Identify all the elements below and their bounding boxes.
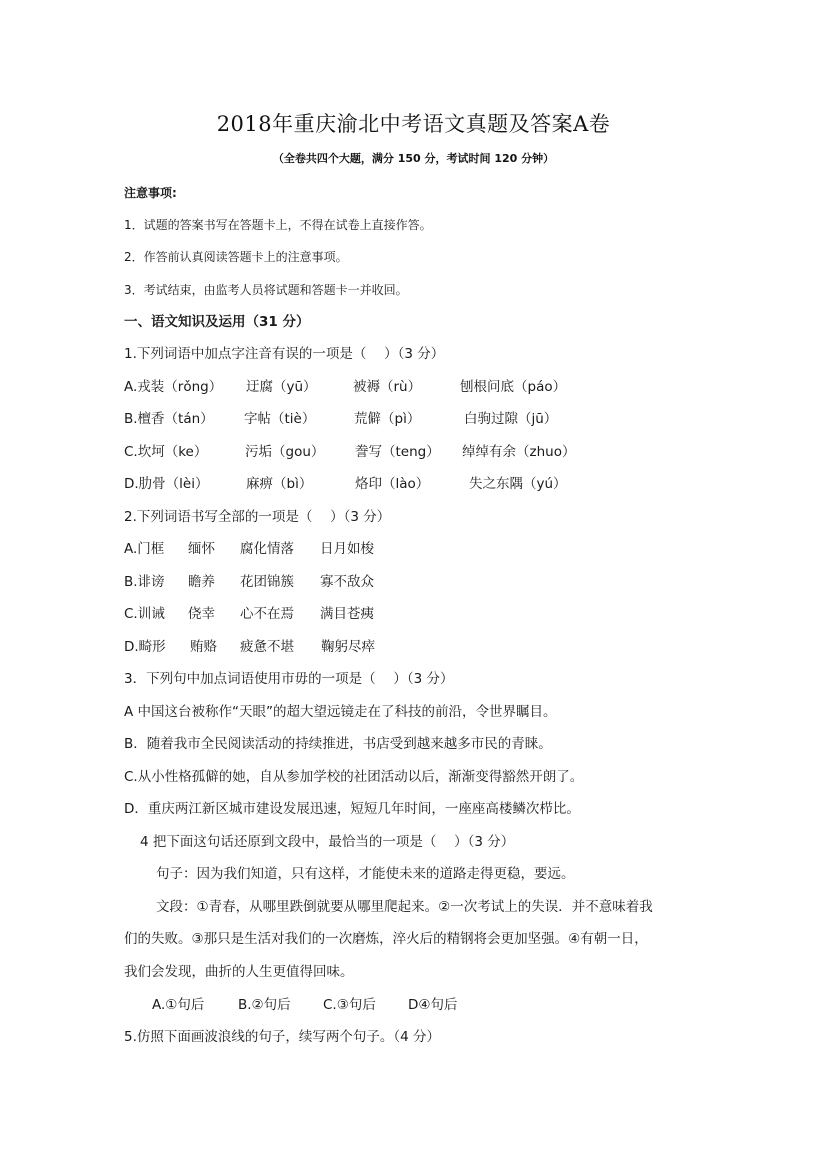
- q3-option-c: C.从小性格孤僻的她，自从参加学校的社团活动以后，渐渐变得豁然开朗了。: [124, 769, 584, 785]
- q3-option-a: A 中国这台被称作“天眼”的超大望远镜走在了科技的前沿，令世界瞩目。: [124, 704, 557, 720]
- option-cell: 侥幸: [188, 606, 215, 622]
- section-heading: 一、语文知识及运用（31 分）: [124, 314, 310, 330]
- q4-sentence: 句子：因为我们知道，只有这样，才能使未来的道路走得更稳，要远。: [156, 866, 575, 882]
- q5-stem: 5.仿照下面画波浪线的句子，续写两个句子。（4 分）: [124, 1029, 441, 1045]
- option-cell: 日月如梭: [320, 541, 374, 557]
- option-cell: D.肋骨（lèi）: [124, 476, 209, 492]
- option-cell: 白驹过隙（jū）: [464, 411, 558, 427]
- option-cell: C.③句后: [323, 997, 376, 1013]
- option-cell: A.门框: [124, 541, 165, 557]
- page-title: 2018年重庆渝北中考语文真题及答案A卷: [216, 112, 611, 136]
- option-cell: 刨根问底（páo）: [460, 379, 567, 395]
- q1-stem: 1.下列词语中加点字注音有误的一项是（ ）（3 分）: [124, 346, 445, 362]
- q4-passage-line-1: 文段：①青春，从哪里跌倒就要从哪里爬起来。②一次考试上的失误．并不意味着我: [156, 899, 653, 915]
- option-cell: 疲惫不堪: [240, 639, 294, 655]
- option-cell: 花团锦簇: [240, 574, 294, 590]
- option-cell: D.畸形: [124, 639, 166, 655]
- notice-heading: 注意事项:: [124, 186, 177, 200]
- notice-item-2: 2．作答前认真阅读答题卡上的注意事项。: [124, 250, 348, 264]
- q4-stem: 4 把下面这句话还原到文段中，最恰当的一项是（ ）（3 分）: [140, 834, 515, 850]
- q2-stem: 2.下列词语书写全部的一项是（ ）（3 分）: [124, 509, 391, 525]
- option-cell: 烙印（lào）: [355, 476, 430, 492]
- option-cell: D④句后: [408, 997, 458, 1013]
- option-cell: B.②句后: [238, 997, 291, 1013]
- option-cell: C.训诫: [124, 606, 165, 622]
- option-cell: 字帖（tiè）: [244, 411, 316, 427]
- option-cell: 寡不敌众: [320, 574, 374, 590]
- q3-stem: 3．下列句中加点词语使用市毋的一项是（ ）（3 分）: [124, 671, 454, 687]
- option-cell: 迂腐（yū）: [246, 379, 317, 395]
- option-cell: 被褥（rù）: [353, 379, 422, 395]
- option-cell: 污垢（gou）: [245, 444, 325, 460]
- option-cell: 满目苍痍: [320, 606, 374, 622]
- q3-option-b: B．随着我市全民阅读活动的持续推进，书店受到越来越多市民的青睐。: [124, 736, 552, 752]
- q4-passage-line-2: 们的失败。③那只是生活对我们的一次磨炼，淬火后的精钢将会更加坚强。④有朝一日，: [124, 931, 648, 947]
- option-cell: 失之东隅（yú）: [469, 476, 567, 492]
- option-cell: 麻痹（bì）: [246, 476, 313, 492]
- q3-option-d: D．重庆两江新区城市建设发展迅速，短短几年时间，一座座高楼鳞次栉比。: [124, 801, 580, 817]
- option-cell: A.戎装（rǒng）: [124, 379, 223, 395]
- option-cell: 誊写（teng）: [355, 444, 440, 460]
- option-cell: 荒僻（pì）: [354, 411, 421, 427]
- option-cell: A.①句后: [152, 997, 205, 1013]
- option-cell: 瞻养: [188, 574, 215, 590]
- q4-passage-line-3: 我们会发现，曲折的人生更值得回味。: [124, 964, 354, 980]
- option-cell: 缅怀: [188, 541, 215, 557]
- option-cell: C.坎坷（ke）: [124, 444, 208, 460]
- notice-item-1: 1．试题的答案书写在答题卡上，不得在试卷上直接作答。: [124, 218, 432, 232]
- page-subtitle: （全卷共四个大题，满分 150 分，考试时间 120 分钟）: [272, 152, 555, 165]
- option-cell: 鞠躬尽瘁: [321, 639, 375, 655]
- option-cell: 腐化情落: [240, 541, 294, 557]
- option-cell: 绰绰有余（zhuo）: [462, 444, 576, 460]
- option-cell: 心不在焉: [240, 606, 294, 622]
- option-cell: B.诽谤: [124, 574, 165, 590]
- option-cell: 贿赂: [190, 639, 217, 655]
- option-cell: B.檀香（tán）: [124, 411, 214, 427]
- notice-item-3: 3．考试结束，由监考人员将试题和答题卡一并收回。: [124, 283, 408, 297]
